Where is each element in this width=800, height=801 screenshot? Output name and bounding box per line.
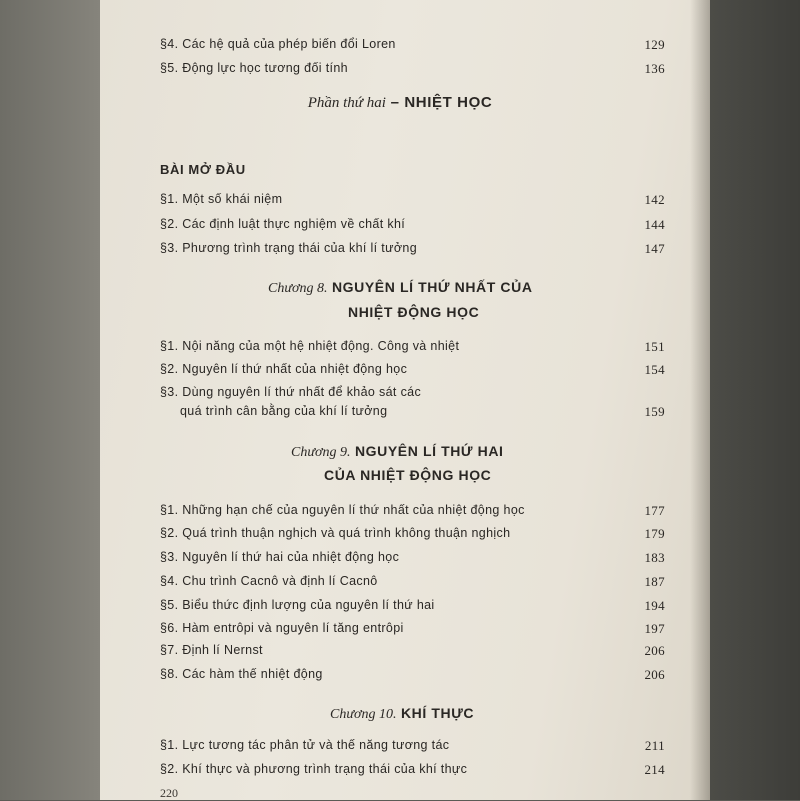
chapter-8-heading (268, 279, 533, 297)
toc-entry (160, 621, 665, 641)
toc-entry-label: §2. Quá trình thuận nghịch và quá trình không thuận nghịch (160, 526, 511, 540)
toc-entry-label: §1. Nội năng của một hệ nhiệt động. Công và nhiệt (160, 339, 460, 353)
toc-entry-page: 129 (644, 37, 665, 52)
part-title: NHIỆT HỌC (404, 94, 493, 111)
toc-entry-label: §6. Hàm entrôpi và nguyên lí tăng entrôpi (160, 621, 404, 635)
toc-entry-label: §5. Biểu thức định lượng của nguyên lí thứ hai (160, 598, 435, 612)
toc-entry-page: 194 (644, 598, 665, 613)
toc-entry (160, 37, 665, 57)
toc-entry (160, 339, 665, 359)
toc-entry-page: 183 (644, 550, 665, 565)
part-dash: – (385, 94, 405, 111)
chapter-9-prefix: Chương 9. (291, 445, 351, 460)
toc-entry-label: §1. Một số khái niệm (160, 192, 283, 206)
toc-entry-label: §1. Lực tương tác phân tử và thế năng tương tác (160, 738, 450, 752)
chapter-8-title-line2: NHIỆT ĐỘNG HỌC (348, 304, 480, 320)
toc-entry (160, 385, 665, 405)
toc-entry (160, 241, 665, 261)
toc-entry (160, 667, 665, 687)
chapter-9-title-line1: NGUYÊN LÍ THỨ HAI (354, 443, 504, 459)
toc-entry-page: 177 (644, 503, 665, 518)
toc-entry-label: §8. Các hàm thế nhiệt động (160, 667, 323, 681)
page-number: 220 (160, 786, 178, 800)
chapter-8-prefix: Chương 8. (268, 281, 328, 296)
toc-entry-label: §1. Những hạn chế của nguyên lí thứ nhất của nhiệt động học (160, 503, 525, 517)
toc-entry (160, 550, 665, 570)
toc-entry (160, 61, 665, 81)
toc-entry (160, 503, 665, 523)
chapter-9-heading (291, 443, 504, 461)
toc-entry-label: §5. Động lực học tương đối tính (160, 61, 348, 75)
chapter-8-title-line1: NGUYÊN LÍ THỨ NHẤT CỦA (331, 279, 533, 295)
toc-entry-label: §7. Định lí Nernst (160, 643, 263, 657)
toc-entry-label: §4. Các hệ quả của phép biến đổi Loren (160, 37, 396, 51)
toc-entry (160, 643, 665, 663)
chapter-9-title-line2: CỦA NHIỆT ĐỘNG HỌC (324, 467, 492, 483)
toc-entry (160, 738, 665, 758)
toc-entry-page: 214 (644, 762, 665, 777)
chapter-10-heading (330, 705, 474, 723)
toc-entry-continued (180, 404, 665, 424)
toc-entry-page: 187 (644, 574, 665, 589)
toc-entry-label: quá trình cân bằng của khí lí tưởng (180, 404, 388, 418)
toc-entry-label: §2. Các định luật thực nghiệm về chất khí (160, 217, 406, 231)
toc-entry-page: 159 (644, 404, 665, 419)
toc-entry (160, 598, 665, 618)
toc-entry (160, 762, 665, 782)
toc-entry-label: §2. Nguyên lí thứ nhất của nhiệt động học (160, 362, 408, 376)
intro-heading: BÀI MỞ ĐẦU (160, 162, 246, 177)
part-heading (0, 94, 800, 112)
toc-entry-page: 136 (644, 61, 665, 76)
toc-entry-label: §4. Chu trình Cacnô và định lí Cacnô (160, 574, 378, 588)
toc-entry-page: 151 (644, 339, 665, 354)
toc-entry (160, 574, 665, 594)
toc-entry-page: 142 (644, 192, 665, 207)
toc-entry-page: 179 (644, 526, 665, 541)
toc-entry-page: 144 (644, 217, 665, 232)
toc-entry-label: §3. Nguyên lí thứ hai của nhiệt động học (160, 550, 400, 564)
toc-entry-label: §2. Khí thực và phương trình trạng thái của khí thực (160, 762, 468, 776)
toc-entry-label: §3. Dùng nguyên lí thứ nhất để khảo sát các (160, 385, 422, 399)
chapter-10-prefix: Chương 10. (330, 707, 397, 722)
toc-entry-page: 206 (644, 667, 665, 682)
toc-entry-page: 197 (644, 621, 665, 636)
toc-entry-page: 211 (644, 738, 665, 753)
toc-entry-label: §3. Phương trình trạng thái của khí lí tưởng (160, 241, 417, 255)
page-edge-shadow (690, 0, 710, 800)
part-prefix: Phần thứ hai (307, 95, 386, 111)
chapter-10-title: KHÍ THỰC (400, 705, 475, 721)
toc-entry (160, 362, 665, 382)
toc-entry-page: 154 (644, 362, 665, 377)
toc-entry (160, 526, 665, 546)
toc-entry-page: 206 (644, 643, 665, 658)
toc-entry (160, 217, 665, 237)
right-background (710, 0, 800, 800)
toc-entry-page: 147 (644, 241, 665, 256)
toc-entry (160, 192, 665, 212)
left-background (0, 0, 100, 800)
